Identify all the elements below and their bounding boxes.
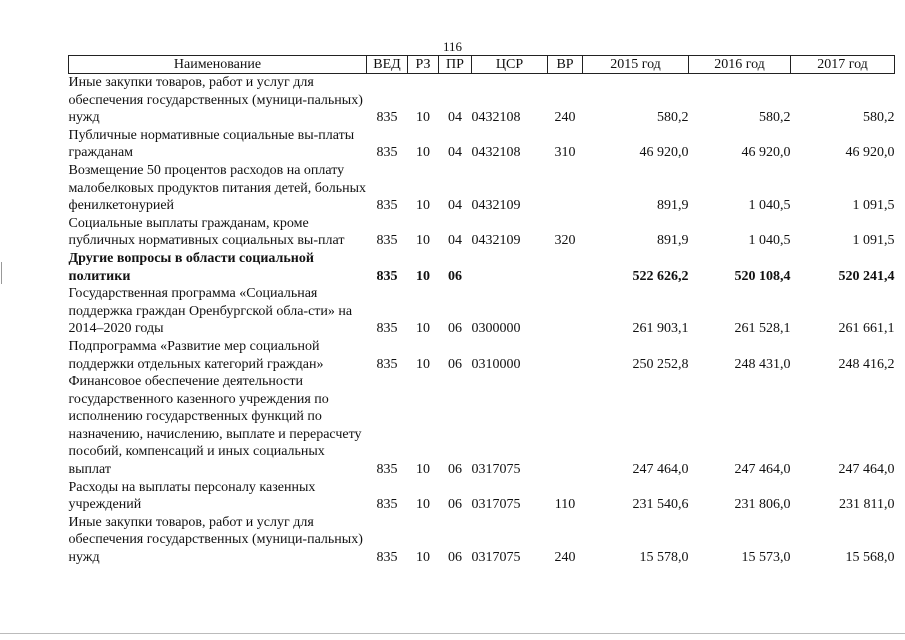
header-pr: ПР <box>439 56 472 74</box>
row-2017: 247 464,0 <box>838 462 895 478</box>
row-pr: 06 <box>448 550 462 566</box>
row-2016: 231 806,0 <box>734 497 791 513</box>
row-pr: 06 <box>448 268 462 284</box>
row-pr: 06 <box>448 462 462 478</box>
table-row <box>69 479 895 514</box>
row-rz: 10 <box>416 268 430 284</box>
row-name: Иные закупки товаров, работ и услуг для обеспечения государственных (муници-пальных) нужд <box>68 75 363 126</box>
row-vr <box>548 338 583 373</box>
row-2015: 46 920,0 <box>639 145 689 161</box>
row-ved: 835 <box>376 233 398 249</box>
header-name: Наименование <box>69 56 367 74</box>
row-ved: 835 <box>376 268 398 284</box>
row-csr: 0317075 <box>471 462 521 478</box>
row-2015: 891,9 <box>657 198 689 214</box>
header-2015: 2015 год <box>583 56 689 74</box>
row-vr <box>548 162 583 215</box>
row-ved: 835 <box>376 462 398 478</box>
row-name: Государственная программа «Социальная поддержка граждан Оренбургской обла-сти» на 2014–2020 годы <box>68 286 353 337</box>
budget-table <box>68 55 895 567</box>
table-row <box>69 162 895 215</box>
row-csr: 0300000 <box>471 321 521 337</box>
row-vr: 110 <box>554 497 576 513</box>
row-ved: 835 <box>376 550 398 566</box>
page-bottom-edge <box>0 633 905 634</box>
row-vr <box>548 250 583 285</box>
row-2016: 1 040,5 <box>748 233 791 249</box>
row-2017: 580,2 <box>863 110 895 126</box>
row-csr: 0310000 <box>471 356 521 372</box>
row-rz: 10 <box>416 356 430 372</box>
row-rz: 10 <box>416 550 430 566</box>
row-vr: 240 <box>554 110 576 126</box>
header-csr: ЦСР <box>472 56 548 74</box>
row-csr <box>472 250 548 285</box>
row-pr: 04 <box>448 145 462 161</box>
row-ved: 835 <box>376 321 398 337</box>
row-2015: 15 578,0 <box>639 550 689 566</box>
table-row <box>69 373 895 479</box>
row-2015: 891,9 <box>657 233 689 249</box>
row-rz: 10 <box>416 321 430 337</box>
table-row <box>69 74 895 127</box>
row-pr: 04 <box>448 198 462 214</box>
row-2017: 15 568,0 <box>845 550 895 566</box>
row-ved: 835 <box>376 145 398 161</box>
row-name: Финансовое обеспечение деятельности государственного казенного учреждения по исполнению государственных функций по назначению, начислению, выплате и перерасчету пособий, компенсаций и иных социальных выплат <box>68 374 362 478</box>
table-row <box>69 514 895 567</box>
row-2017: 231 811,0 <box>839 497 895 513</box>
row-2016: 520 108,4 <box>734 268 791 284</box>
header-vr: ВР <box>548 56 583 74</box>
row-vr <box>548 373 583 479</box>
row-2017: 46 920,0 <box>845 145 895 161</box>
row-vr <box>548 285 583 338</box>
table-header <box>69 56 895 74</box>
row-2016: 247 464,0 <box>734 462 791 478</box>
row-2017: 1 091,5 <box>852 233 895 249</box>
row-2017: 261 661,1 <box>838 321 895 337</box>
row-rz: 10 <box>416 110 430 126</box>
row-vr: 320 <box>554 233 576 249</box>
row-2016: 248 431,0 <box>734 356 791 372</box>
row-2015: 522 626,2 <box>632 268 689 284</box>
row-rz: 10 <box>416 198 430 214</box>
row-name: Публичные нормативные социальные вы-платы гражданам <box>68 127 355 161</box>
row-csr: 0432109 <box>471 198 521 214</box>
row-name: Социальные выплаты гражданам, кроме публичных нормативных социальных вы-плат <box>68 215 345 249</box>
row-rz: 10 <box>416 462 430 478</box>
row-ved: 835 <box>376 356 398 372</box>
row-pr: 06 <box>448 356 462 372</box>
table-row <box>69 215 895 250</box>
row-2017: 1 091,5 <box>852 198 895 214</box>
row-2015: 231 540,6 <box>632 497 689 513</box>
table-row <box>69 338 895 373</box>
row-2015: 247 464,0 <box>632 462 689 478</box>
row-2015: 250 252,8 <box>632 356 689 372</box>
header-ved: ВЕД <box>367 56 408 74</box>
row-csr: 0432109 <box>471 233 521 249</box>
row-pr: 04 <box>448 110 462 126</box>
row-2016: 580,2 <box>759 110 791 126</box>
row-2016: 15 573,0 <box>741 550 791 566</box>
row-ved: 835 <box>376 198 398 214</box>
row-2017: 520 241,4 <box>838 268 895 284</box>
header-2017: 2017 год <box>791 56 895 74</box>
row-pr: 06 <box>448 497 462 513</box>
row-name: Другие вопросы в области социальной политики <box>68 250 314 284</box>
row-name: Возмещение 50 процентов расходов на оплату малобелковых продуктов питания детей, больных фенилкетонурией <box>68 162 366 214</box>
row-pr: 06 <box>448 321 462 337</box>
table-row <box>69 250 895 285</box>
table-body <box>69 74 895 567</box>
row-vr: 240 <box>554 550 576 566</box>
row-2016: 1 040,5 <box>748 198 791 214</box>
header-2016: 2016 год <box>689 56 791 74</box>
row-name: Иные закупки товаров, работ и услуг для обеспечения государственных (муници-пальных) нужд <box>68 514 363 566</box>
row-2016: 261 528,1 <box>734 321 791 337</box>
row-rz: 10 <box>416 145 430 161</box>
row-2017: 248 416,2 <box>838 356 895 372</box>
row-csr: 0432108 <box>471 145 521 161</box>
table-row <box>69 285 895 338</box>
row-2016: 46 920,0 <box>741 145 791 161</box>
table-row <box>69 127 895 162</box>
row-csr: 0317075 <box>471 550 521 566</box>
row-csr: 0317075 <box>471 497 521 513</box>
row-2015: 261 903,1 <box>632 321 689 337</box>
row-name: Расходы на выплаты персоналу казенных учреждений <box>68 479 316 513</box>
row-ved: 835 <box>376 497 398 513</box>
row-rz: 10 <box>416 233 430 249</box>
row-2015: 580,2 <box>657 110 689 126</box>
row-ved: 835 <box>376 110 398 126</box>
page-number: 116 <box>442 39 463 54</box>
scan-artifact-mark <box>1 262 2 284</box>
row-csr: 0432108 <box>471 110 521 126</box>
header-rz: РЗ <box>408 56 439 74</box>
row-rz: 10 <box>416 497 430 513</box>
row-name: Подпрограмма «Развитие мер социальной поддержки отдельных категорий граждан» <box>68 338 324 372</box>
row-vr: 310 <box>554 145 576 161</box>
row-pr: 04 <box>448 233 462 249</box>
